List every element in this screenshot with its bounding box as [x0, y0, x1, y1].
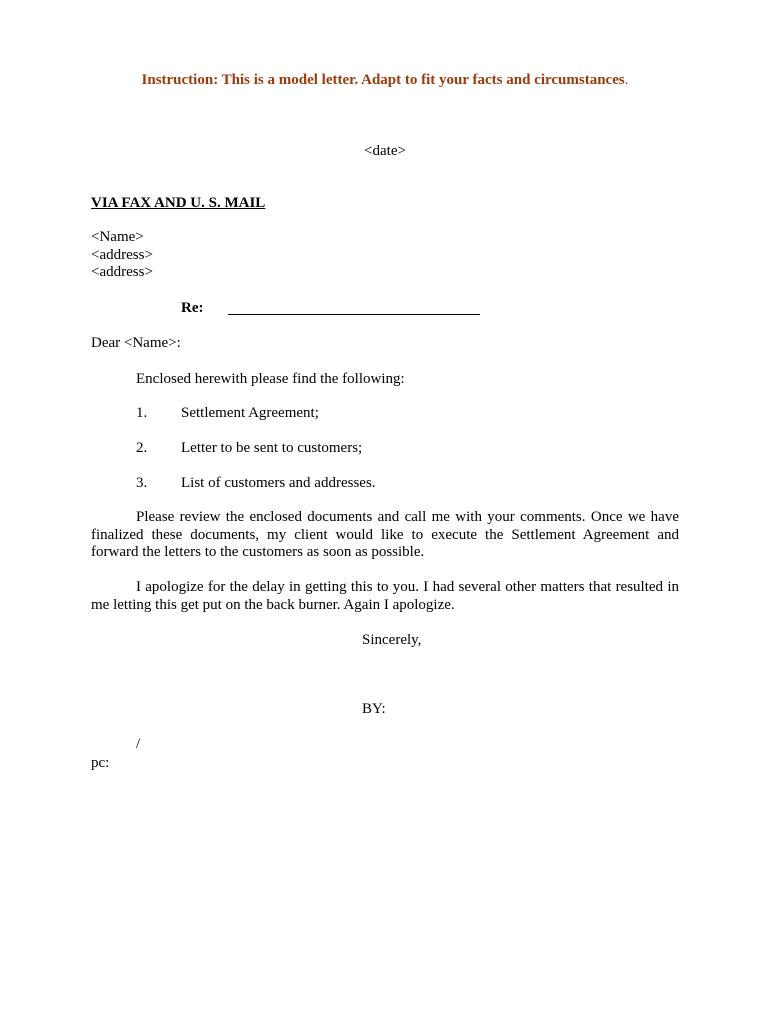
list-item-number: 2. — [136, 440, 148, 456]
salutation: Dear <Name>: — [91, 335, 181, 351]
instruction-banner — [0, 71, 770, 89]
body-paragraph-review: Please review the enclosed documents and call me with your comments. Once we have finalized these documents, my client would like to execute the Settlement Agreement and forward the letters to the customers as soon as possible. — [91, 509, 679, 560]
enclosed-intro: Enclosed herewith please find the following: — [136, 371, 405, 387]
instruction-trailing-period: . — [624, 72, 629, 88]
pc-label: pc: — [91, 755, 110, 771]
re-subject-blank-line — [228, 314, 480, 315]
list-item-number: 1. — [136, 405, 148, 421]
body-paragraph-apology: I apologize for the delay in getting this to you. I had several other matters that resulted in me letting this get put on the back burner. Again I apologize. — [91, 579, 679, 613]
list-item: Settlement Agreement; — [181, 405, 319, 421]
recipient-address-line-2: <address> — [91, 264, 153, 280]
signature-by-label: BY: — [362, 701, 386, 717]
re-label: Re: — [181, 300, 204, 316]
list-item-number: 3. — [136, 475, 148, 491]
initials-separator: / — [136, 736, 141, 752]
recipient-address-line-1: <address> — [91, 247, 153, 263]
letter-date: <date> — [364, 143, 406, 159]
delivery-method: VIA FAX AND U. S. MAIL — [91, 195, 266, 211]
closing: Sincerely, — [362, 632, 422, 648]
recipient-name: <Name> — [91, 229, 144, 245]
list-item: Letter to be sent to customers; — [181, 440, 363, 456]
list-item: List of customers and addresses. — [181, 475, 376, 491]
instruction-text: Instruction: This is a model letter. Adapt to fit your facts and circumstances — [141, 72, 625, 88]
